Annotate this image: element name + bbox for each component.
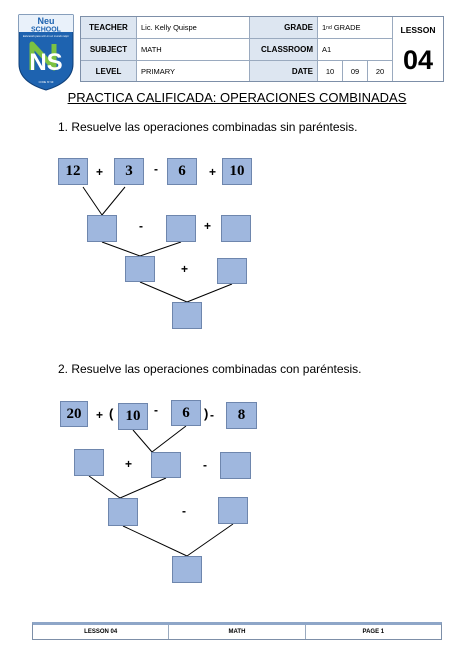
q2-operator-2: - (154, 403, 158, 417)
classroom-value: A1 (318, 39, 393, 61)
q1-answer-box-2[interactable] (166, 215, 196, 242)
q1-number-1: 12 (58, 158, 88, 185)
q1-row2-operator-1: - (139, 219, 143, 233)
q1-answer-box-5[interactable] (217, 258, 247, 284)
q1-operator-3: + (209, 165, 217, 179)
subject-label: SUBJECT (81, 39, 137, 61)
date-day: 10 (318, 61, 343, 81)
teacher-value: Lic. Kelly Quispe (137, 17, 250, 39)
q2-number-1: 20 (60, 401, 88, 427)
q1-answer-box-4[interactable] (125, 256, 155, 282)
logo-line1: Neu (37, 16, 55, 26)
grade-label: GRADE (250, 17, 318, 39)
subject-value: MATH (137, 39, 250, 61)
q1-number-3: 6 (167, 158, 197, 185)
q2-answer-box-1[interactable] (74, 449, 104, 476)
logo-code: CODE Nº 99 (38, 81, 54, 84)
date-month: 09 (343, 61, 368, 81)
classroom-label: CLASSROOM (250, 39, 318, 61)
logo-line2: SCHOOL (31, 26, 61, 34)
q1-operator-2: - (154, 162, 158, 176)
page-title: PRACTICA CALIFICADA: OPERACIONES COMBINADAS (67, 90, 407, 105)
footer-lesson: LESSON 04 (33, 625, 169, 639)
footer-page: PAGE 1 (362, 629, 385, 635)
q2-operator-1: + (96, 408, 104, 422)
q2-final-answer-box[interactable] (172, 556, 202, 583)
question-2-text: 2. Resuelve las operaciones combinadas con paréntesis. (58, 362, 362, 376)
q2-paren-close: ) (204, 406, 209, 421)
q1-operator-1: + (96, 165, 104, 179)
q2-row2-operator-2: - (203, 458, 207, 472)
grade-number: 1 (322, 23, 327, 32)
question-1-text: 1. Resuelve las operaciones combinadas sin paréntesis. (58, 120, 358, 134)
q2-paren-open: ( (109, 406, 114, 421)
grade-word: GRADE (331, 23, 361, 32)
q2-operator-3: - (210, 408, 214, 422)
footer-subject: MATH (169, 625, 305, 639)
q1-answer-box-1[interactable] (87, 215, 117, 242)
q1-row2-operator-2: + (204, 219, 212, 233)
q1-answer-box-3[interactable] (221, 215, 251, 242)
date-label: DATE (250, 61, 318, 81)
q1-final-answer-box[interactable] (172, 302, 202, 329)
teacher-label: TEACHER (81, 17, 137, 39)
q2-number-3: 6 (171, 400, 201, 426)
q2-number-2: 10 (118, 403, 148, 430)
q1-number-4: 10 (222, 158, 252, 185)
lesson-label: LESSON (400, 25, 436, 35)
q2-answer-box-2[interactable] (151, 452, 181, 478)
logo-initials: NS (29, 49, 63, 76)
grade-suffix: nd (326, 24, 332, 31)
page-footer (32, 622, 442, 640)
q2-answer-box-5[interactable] (218, 497, 248, 524)
level-label: LEVEL (81, 61, 137, 81)
q1-row3-operator: + (181, 262, 189, 276)
q2-number-4: 8 (226, 402, 257, 429)
q2-row2-operator-1: + (125, 457, 133, 471)
q2-answer-box-3[interactable] (220, 452, 251, 479)
date-year: 20 (368, 61, 393, 81)
logo-tagline: Educando para vivir en un mundo mejor (23, 35, 69, 38)
q2-row3-operator: - (182, 504, 186, 518)
lesson-number: 04 (402, 44, 434, 75)
q1-number-2: 3 (114, 158, 144, 185)
level-value: PRIMARY (137, 61, 250, 81)
q2-answer-box-4[interactable] (108, 498, 138, 526)
